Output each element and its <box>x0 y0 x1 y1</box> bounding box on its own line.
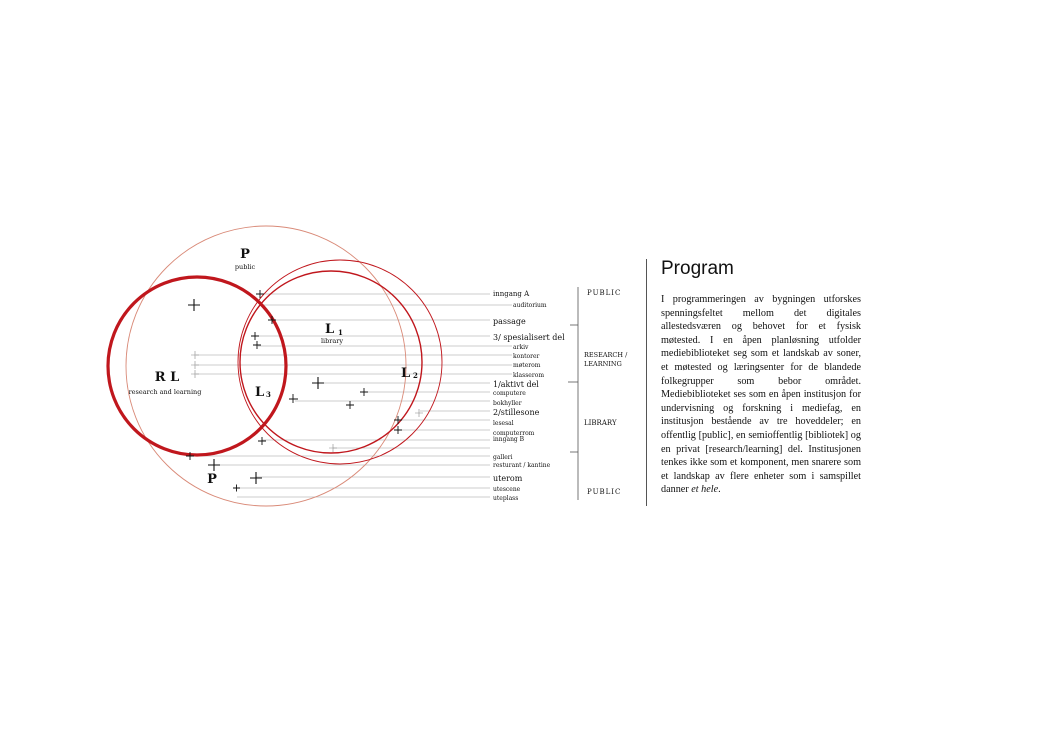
section-public-bottom: PUBLIC <box>587 488 622 496</box>
legend-item: auditorium <box>513 302 547 309</box>
cross-marker <box>258 437 266 445</box>
cross-marker <box>208 459 220 471</box>
legend-item: passage <box>493 317 526 326</box>
zone-rl-sub: research and learning <box>128 388 202 396</box>
zone-rl-letter: R L <box>154 370 180 385</box>
l1-circle <box>240 271 422 453</box>
legend <box>493 290 565 502</box>
cross-marker <box>191 370 199 378</box>
divider-line <box>646 259 647 506</box>
zone-l1-sub: library <box>320 337 344 345</box>
zone-l2-letter: L <box>401 366 411 381</box>
cross-marker <box>253 341 261 349</box>
zone-l2-index: 2 <box>413 371 418 380</box>
legend-item: galleri <box>493 454 513 461</box>
cross-marker <box>415 409 423 417</box>
legend-item: 2/stillesone <box>493 408 540 417</box>
legend-item: møterom <box>513 362 541 369</box>
cross-marker <box>360 388 368 396</box>
cross-marker <box>233 485 240 492</box>
cross-marker <box>394 416 402 424</box>
section-research: RESEARCH / <box>584 351 628 359</box>
legend-item: computere <box>493 390 526 397</box>
section-bracket <box>568 287 578 500</box>
cross-marker <box>329 444 337 452</box>
section-public-top: PUBLIC <box>587 289 622 297</box>
zone-p-top-sub: public <box>234 263 256 271</box>
cross-marker <box>191 351 199 359</box>
cross-marker <box>289 394 298 403</box>
zone-l1-index: 1 <box>338 328 343 337</box>
cross-marker <box>191 361 199 369</box>
rl-circle <box>108 277 286 455</box>
zone-p-top-letter: P <box>240 247 250 262</box>
public-circle <box>126 226 406 506</box>
legend-item: bokhyller <box>493 400 522 407</box>
cross-marker <box>346 401 354 409</box>
cross-marker <box>250 472 262 484</box>
program-body-emphasis: et hele <box>691 484 719 496</box>
cross-marker <box>188 299 200 311</box>
zone-p-bottom-letter: P <box>207 472 217 487</box>
legend-item: inngang A <box>493 290 530 298</box>
zone-l3-letter: L <box>255 385 265 400</box>
legend-item: computerrom <box>493 430 535 437</box>
zone-l3-index: 3 <box>266 390 271 399</box>
cross-marker <box>256 290 264 298</box>
cross-marker <box>251 332 259 340</box>
legend-item: uteplass <box>493 495 519 502</box>
legend-item: arkiv <box>513 344 529 351</box>
cross-marker <box>312 377 324 389</box>
legend-item: kontorer <box>513 353 540 360</box>
legend-item: 3/ spesialisert del <box>493 333 565 342</box>
program-body-text: I programmeringen av bygningen utforskes spenningsfeltet mellom det digitales allestedsværen og behovet for et fysisk møtested. I en åpen planløsning utfolder mediebiblioteket seg som et landskab av soner, et møtested og læringsenter for de blandede folkegrupper som bebor området. Mediebiblioteket ses som en åpen institusjon for undervisning og forskning i mediefag, en institusjon bestående av tre hoveddeler; en offentlig [public], en semioffentlig [bibliotek] og en privat [research/learning] del. Institusjonen tenkes ikke som et komponent, men snarere som et landskap av flere enheter som i samspillet danner <box>661 294 861 496</box>
zone-l1-letter: L <box>325 322 335 337</box>
legend-item: 1/aktivt del <box>493 380 539 389</box>
legend-item: utescene <box>493 486 521 493</box>
legend-item: resturant / kantine <box>493 462 551 469</box>
legend-item: inngang B <box>493 436 525 443</box>
legend-item: lesesal <box>493 420 514 427</box>
program-title: Program <box>661 258 734 279</box>
section-library: LIBRARY <box>584 419 617 427</box>
legend-item: klasserom <box>513 372 545 379</box>
program-body-end: . <box>718 484 721 496</box>
program-body <box>661 293 861 497</box>
leader-lines <box>190 294 512 497</box>
section-learning: LEARNING <box>584 360 622 368</box>
l2-circle <box>238 260 442 464</box>
legend-item: uterom <box>493 474 523 483</box>
